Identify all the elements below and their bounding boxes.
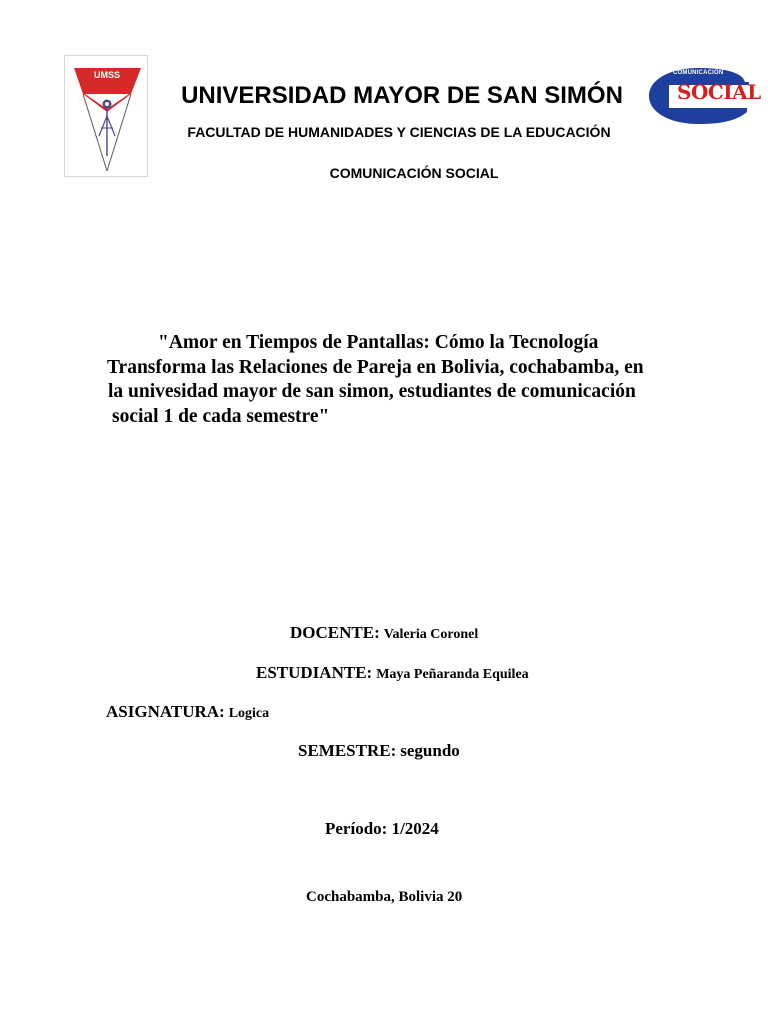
semestre-field — [298, 741, 460, 761]
career-name: COMUNICACIÓN SOCIAL — [329, 165, 499, 181]
faculty-name: FACULTAD DE HUMANIDADES Y CIENCIAS DE LA EDUCACIÓN — [187, 124, 611, 140]
docente-field — [290, 623, 478, 643]
university-name: UNIVERSIDAD MAYOR DE SAN SIMÓN — [181, 82, 623, 109]
thesis-title-line: "Amor en Tiempos de Pantallas: Cómo la Tecnología — [158, 332, 599, 353]
estudiante-value: Maya Peñaranda Equilea — [376, 667, 529, 682]
asignatura-label: ASIGNATURA: — [106, 702, 225, 721]
thesis-title-line: la univesidad mayor de san simon, estudiantes de comunicación — [108, 381, 636, 402]
asignatura-value: Logica — [228, 706, 270, 721]
docente-value: Valeria Coronel — [383, 627, 479, 642]
semestre-value: segundo — [400, 741, 460, 760]
social-logo-small-text: COMUNICACIÓN — [673, 70, 724, 76]
periodo-field: Período: 1/2024 — [325, 819, 439, 838]
semestre-label: SEMESTRE: — [298, 741, 397, 760]
comunicacion-social-logo — [647, 68, 761, 126]
estudiante-field — [256, 663, 529, 683]
thesis-title-line: social 1 de cada semestre" — [112, 405, 330, 427]
city-year-field: Cochabamba, Bolivia 20 — [306, 889, 463, 905]
docente-label: DOCENTE: — [290, 623, 380, 642]
umss-shield-icon — [65, 56, 149, 178]
umss-logo-text: UMSS — [93, 70, 121, 80]
social-logo-text: SOCIAL — [677, 80, 761, 104]
estudiante-label: ESTUDIANTE: — [256, 663, 373, 682]
thesis-title — [106, 331, 666, 429]
asignatura-field — [106, 702, 269, 722]
thesis-title-line: Transforma las Relaciones de Pareja en Bolivia, cochabamba, en — [107, 356, 644, 378]
umss-logo — [64, 55, 148, 177]
